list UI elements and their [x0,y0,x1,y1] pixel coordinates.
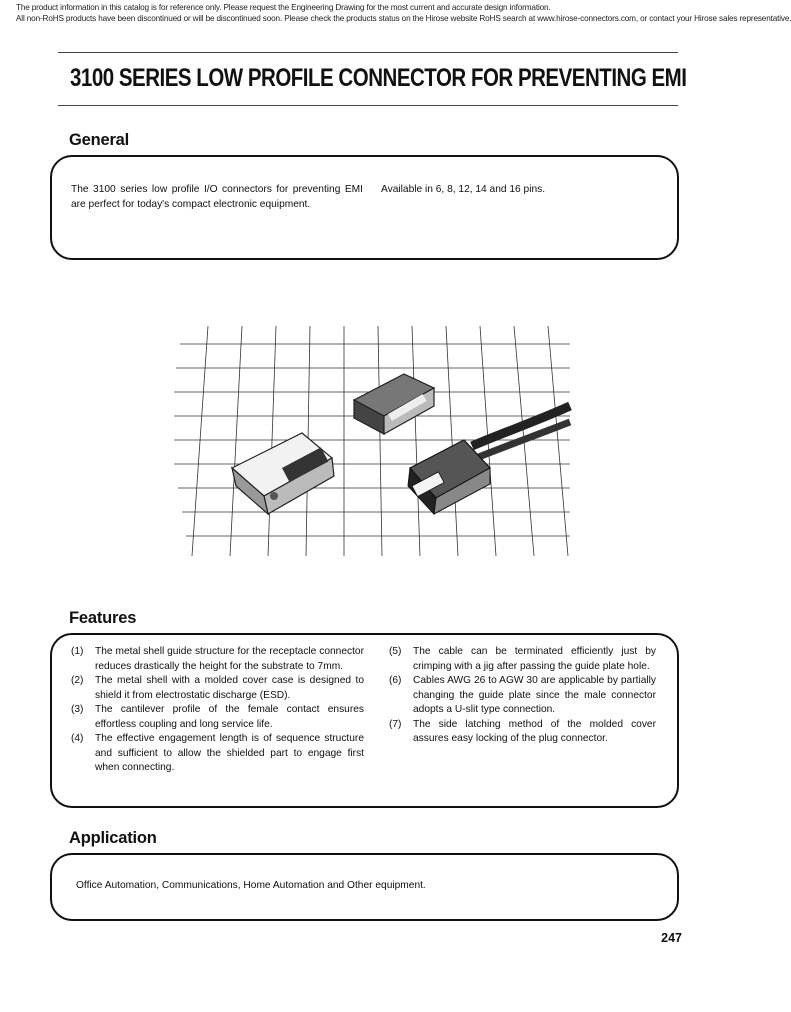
disclaimer-line-1: The product information in this catalog is for reference only. Please request the Engineering Drawing for the most current and accurate design information. [16,3,551,12]
application-box [50,853,679,921]
page-title: 3100 SERIES LOW PROFILE CONNECTOR FOR PREVENTING EMI [70,64,687,92]
general-pin-availability: Available in 6, 8, 12, 14 and 16 pins. [381,184,546,195]
disclaimer-line-2: All non-RoHS products have been discontinued or will be discontinued soon. Please check the products status on the Hirose website RoHS search at www.hirose-connectors.com, or contact your Hirose sales representative. [16,14,791,23]
page-number: 247 [661,931,682,945]
receptacle-connector-image [232,433,334,514]
feature-item: (6) Cables AWG 26 to AGW 30 are applicable by partially changing the guide plate since the male connector adopts a U-slit type connection. [389,675,656,715]
general-description: The 3100 series low profile I/O connectors for preventing EMI are perfect for today's compact electronic equipment. [71,184,363,210]
features-list-right [389,645,656,747]
application-heading: Application [69,829,157,847]
general-box [50,155,679,260]
connector-photo [172,318,570,560]
application-text: Office Automation, Communications, Home Automation and Other equipment. [76,880,426,891]
features-heading: Features [69,609,137,627]
feature-item: (5) The cable can be terminated efficiently just by crimping with a jig after passing the guide plate hole. [389,646,656,672]
title-rule [58,105,678,106]
features-list-left [71,645,364,776]
feature-item: (7) The side latching method of the molded cover assures easy locking of the plug connector. [389,718,656,744]
general-heading: General [69,131,130,149]
feature-item: (2) The metal shell with a molded cover case is designed to shield it from electrostatic discharge (ESD). [71,675,364,701]
feature-item: (1) The metal shell guide structure for the receptacle connector reduces drastically the height for the substrate to 7mm. [71,646,364,672]
feature-item: (4) The effective engagement length is of sequence structure and sufficient to allow the shielded part to engage first when connecting. [71,733,364,773]
top-rule [58,52,678,53]
disclaimer-notice [16,2,791,24]
feature-item: (3) The cantilever profile of the female contact ensures effortless coupling and long service life. [71,704,364,730]
small-connector-image [354,374,434,434]
features-box [50,633,679,808]
